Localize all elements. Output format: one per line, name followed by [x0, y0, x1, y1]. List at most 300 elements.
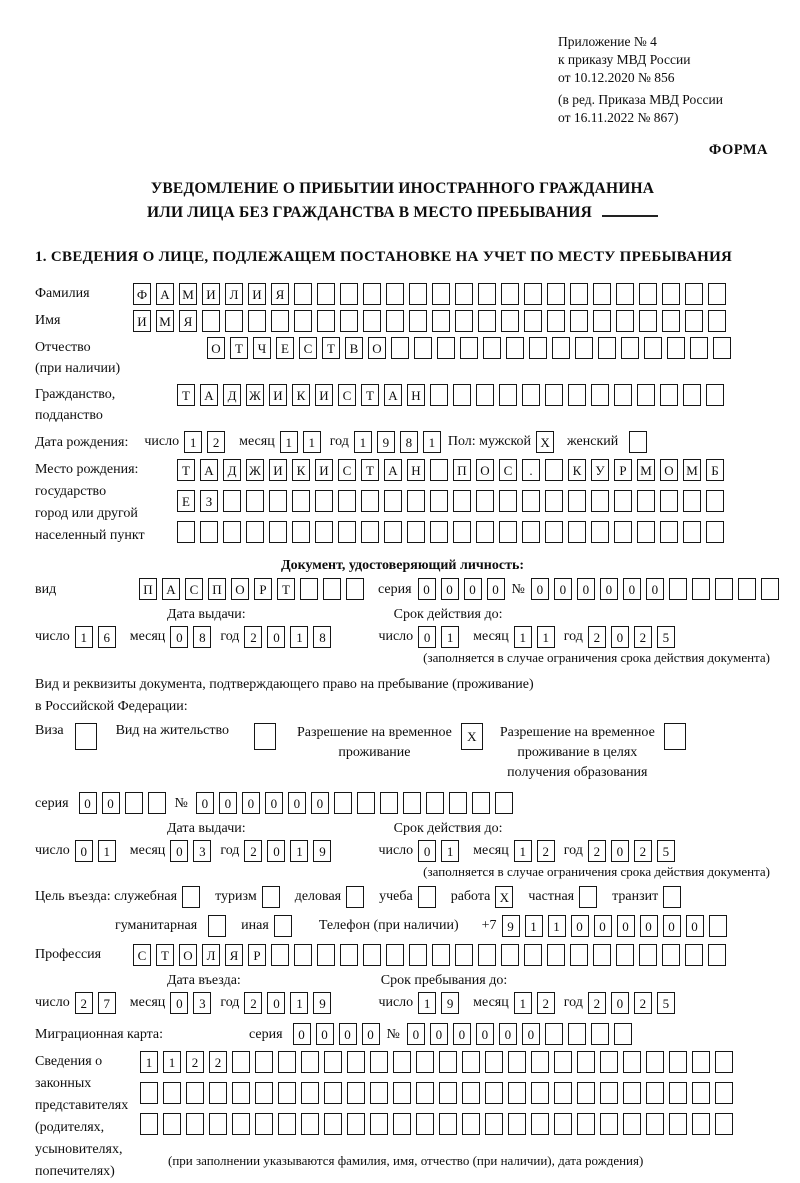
- char-box[interactable]: [692, 1051, 710, 1073]
- char-box[interactable]: [761, 578, 779, 600]
- char-box[interactable]: 0: [600, 578, 618, 600]
- visa-checkbox[interactable]: [66, 723, 102, 750]
- char-box[interactable]: [554, 1051, 572, 1073]
- char-box[interactable]: [577, 1082, 595, 1104]
- char-box[interactable]: [269, 490, 287, 512]
- char-box[interactable]: .: [522, 459, 540, 481]
- char-box[interactable]: И: [269, 384, 287, 406]
- char-box[interactable]: 0: [362, 1023, 380, 1045]
- char-box[interactable]: [223, 490, 241, 512]
- char-box[interactable]: [274, 915, 292, 937]
- char-box[interactable]: Л: [225, 283, 243, 305]
- char-box[interactable]: Я: [225, 944, 243, 966]
- char-box[interactable]: 0: [686, 915, 704, 937]
- char-box[interactable]: [662, 944, 680, 966]
- char-box[interactable]: [407, 521, 425, 543]
- entry-month-input[interactable]: [170, 992, 216, 1014]
- char-box[interactable]: [317, 310, 335, 332]
- char-box[interactable]: [629, 431, 647, 453]
- char-box[interactable]: 0: [464, 578, 482, 600]
- char-box[interactable]: 9: [377, 431, 395, 453]
- char-box[interactable]: [685, 944, 703, 966]
- char-box[interactable]: 1: [290, 992, 308, 1014]
- char-box[interactable]: [623, 1051, 641, 1073]
- char-box[interactable]: 0: [646, 578, 664, 600]
- char-box[interactable]: [125, 792, 143, 814]
- citizenship-input[interactable]: [177, 384, 729, 406]
- char-box[interactable]: 0: [430, 1023, 448, 1045]
- char-box[interactable]: [522, 490, 540, 512]
- char-box[interactable]: 5: [657, 992, 675, 1014]
- char-box[interactable]: [294, 944, 312, 966]
- char-box[interactable]: [255, 1051, 273, 1073]
- char-box[interactable]: [163, 1082, 181, 1104]
- char-box[interactable]: 0: [288, 792, 306, 814]
- char-box[interactable]: 2: [207, 431, 225, 453]
- char-box[interactable]: [386, 283, 404, 305]
- char-box[interactable]: [232, 1051, 250, 1073]
- doc-type-input[interactable]: [139, 578, 369, 600]
- char-box[interactable]: [621, 337, 639, 359]
- char-box[interactable]: [478, 310, 496, 332]
- doc-issue-year-input[interactable]: [244, 626, 336, 648]
- char-box[interactable]: [708, 310, 726, 332]
- birthplace-input-row1[interactable]: [177, 459, 729, 481]
- char-box[interactable]: [614, 521, 632, 543]
- char-box[interactable]: 0: [79, 792, 97, 814]
- char-box[interactable]: [460, 337, 478, 359]
- char-box[interactable]: И: [269, 459, 287, 481]
- char-box[interactable]: [300, 578, 318, 600]
- char-box[interactable]: [508, 1082, 526, 1104]
- char-box[interactable]: [476, 521, 494, 543]
- char-box[interactable]: [317, 944, 335, 966]
- char-box[interactable]: [271, 944, 289, 966]
- char-box[interactable]: [409, 310, 427, 332]
- char-box[interactable]: 0: [531, 578, 549, 600]
- char-box[interactable]: [75, 723, 97, 750]
- char-box[interactable]: [140, 1082, 158, 1104]
- char-box[interactable]: 8: [313, 626, 331, 648]
- char-box[interactable]: [462, 1113, 480, 1135]
- char-box[interactable]: 0: [242, 792, 260, 814]
- char-box[interactable]: [545, 384, 563, 406]
- char-box[interactable]: [545, 1023, 563, 1045]
- char-box[interactable]: [455, 310, 473, 332]
- char-box[interactable]: [386, 310, 404, 332]
- char-box[interactable]: [568, 1023, 586, 1045]
- char-box[interactable]: [524, 944, 542, 966]
- char-box[interactable]: К: [568, 459, 586, 481]
- char-box[interactable]: 2: [244, 992, 262, 1014]
- char-box[interactable]: [545, 521, 563, 543]
- char-box[interactable]: [317, 283, 335, 305]
- char-box[interactable]: [340, 283, 358, 305]
- char-box[interactable]: [346, 886, 364, 908]
- char-box[interactable]: [708, 283, 726, 305]
- char-box[interactable]: 8: [193, 626, 211, 648]
- char-box[interactable]: [660, 490, 678, 512]
- char-box[interactable]: [593, 310, 611, 332]
- char-box[interactable]: 0: [499, 1023, 517, 1045]
- char-box[interactable]: [380, 792, 398, 814]
- char-box[interactable]: [200, 521, 218, 543]
- char-box[interactable]: [163, 1113, 181, 1135]
- char-box[interactable]: 2: [634, 626, 652, 648]
- char-box[interactable]: [324, 1113, 342, 1135]
- char-box[interactable]: [660, 384, 678, 406]
- birth-day-input[interactable]: [184, 431, 230, 453]
- char-box[interactable]: [715, 578, 733, 600]
- char-box[interactable]: [416, 1051, 434, 1073]
- char-box[interactable]: [508, 1113, 526, 1135]
- char-box[interactable]: [202, 310, 220, 332]
- char-box[interactable]: X: [536, 431, 554, 453]
- char-box[interactable]: [278, 1051, 296, 1073]
- birthplace-input-row2[interactable]: [177, 490, 729, 512]
- char-box[interactable]: [616, 283, 634, 305]
- char-box[interactable]: [568, 384, 586, 406]
- char-box[interactable]: [501, 310, 519, 332]
- char-box[interactable]: 0: [339, 1023, 357, 1045]
- sex-female-checkbox[interactable]: [629, 431, 652, 453]
- purpose-other-checkbox[interactable]: [274, 915, 297, 937]
- char-box[interactable]: [616, 310, 634, 332]
- char-box[interactable]: 6: [98, 626, 116, 648]
- char-box[interactable]: У: [591, 459, 609, 481]
- char-box[interactable]: 0: [611, 992, 629, 1014]
- doc-series-input[interactable]: [418, 578, 510, 600]
- char-box[interactable]: [692, 1082, 710, 1104]
- char-box[interactable]: Я: [271, 283, 289, 305]
- char-box[interactable]: 0: [311, 792, 329, 814]
- char-box[interactable]: В: [345, 337, 363, 359]
- char-box[interactable]: 0: [522, 1023, 540, 1045]
- stay-month-input[interactable]: [514, 992, 560, 1014]
- char-box[interactable]: 2: [588, 626, 606, 648]
- char-box[interactable]: [591, 384, 609, 406]
- char-box[interactable]: Т: [361, 459, 379, 481]
- char-box[interactable]: [545, 459, 563, 481]
- char-box[interactable]: К: [292, 384, 310, 406]
- char-box[interactable]: [524, 310, 542, 332]
- char-box[interactable]: М: [683, 459, 701, 481]
- char-box[interactable]: [393, 1082, 411, 1104]
- char-box[interactable]: К: [292, 459, 310, 481]
- char-box[interactable]: [271, 310, 289, 332]
- birth-year-input[interactable]: [354, 431, 446, 453]
- char-box[interactable]: [334, 792, 352, 814]
- char-box[interactable]: [462, 1082, 480, 1104]
- char-box[interactable]: [363, 944, 381, 966]
- char-box[interactable]: Н: [407, 459, 425, 481]
- char-box[interactable]: [639, 944, 657, 966]
- char-box[interactable]: С: [185, 578, 203, 600]
- char-box[interactable]: Я: [179, 310, 197, 332]
- char-box[interactable]: 0: [453, 1023, 471, 1045]
- char-box[interactable]: Д: [223, 459, 241, 481]
- char-box[interactable]: [738, 578, 756, 600]
- char-box[interactable]: [579, 886, 597, 908]
- char-box[interactable]: [315, 521, 333, 543]
- char-box[interactable]: С: [338, 459, 356, 481]
- char-box[interactable]: [570, 310, 588, 332]
- char-box[interactable]: 9: [441, 992, 459, 1014]
- char-box[interactable]: [384, 490, 402, 512]
- char-box[interactable]: [685, 310, 703, 332]
- char-box[interactable]: [545, 490, 563, 512]
- char-box[interactable]: 5: [657, 840, 675, 862]
- doc-valid-month-input[interactable]: [514, 626, 560, 648]
- char-box[interactable]: [485, 1113, 503, 1135]
- char-box[interactable]: 1: [280, 431, 298, 453]
- surname-input[interactable]: [133, 283, 731, 305]
- stay-day-input[interactable]: [418, 992, 464, 1014]
- char-box[interactable]: [683, 384, 701, 406]
- char-box[interactable]: Ж: [246, 459, 264, 481]
- char-box[interactable]: [476, 490, 494, 512]
- char-box[interactable]: [432, 310, 450, 332]
- char-box[interactable]: [432, 283, 450, 305]
- char-box[interactable]: 2: [244, 626, 262, 648]
- char-box[interactable]: А: [162, 578, 180, 600]
- char-box[interactable]: [430, 459, 448, 481]
- char-box[interactable]: [593, 283, 611, 305]
- rvp-edu-checkbox[interactable]: [655, 723, 691, 750]
- char-box[interactable]: 0: [418, 578, 436, 600]
- char-box[interactable]: [393, 1113, 411, 1135]
- char-box[interactable]: [669, 578, 687, 600]
- purpose-business-checkbox[interactable]: [346, 886, 369, 908]
- char-box[interactable]: [439, 1113, 457, 1135]
- char-box[interactable]: [547, 283, 565, 305]
- char-box[interactable]: [255, 1113, 273, 1135]
- representatives-input-row1[interactable]: [140, 1051, 738, 1073]
- char-box[interactable]: 1: [75, 626, 93, 648]
- char-box[interactable]: 1: [548, 915, 566, 937]
- char-box[interactable]: [301, 1113, 319, 1135]
- char-box[interactable]: [690, 337, 708, 359]
- char-box[interactable]: 1: [140, 1051, 158, 1073]
- char-box[interactable]: С: [133, 944, 151, 966]
- permit-valid-month-input[interactable]: [514, 840, 560, 862]
- char-box[interactable]: [483, 337, 501, 359]
- char-box[interactable]: [531, 1082, 549, 1104]
- char-box[interactable]: О: [179, 944, 197, 966]
- char-box[interactable]: [391, 337, 409, 359]
- char-box[interactable]: [416, 1082, 434, 1104]
- char-box[interactable]: Д: [223, 384, 241, 406]
- char-box[interactable]: [669, 1051, 687, 1073]
- char-box[interactable]: 0: [640, 915, 658, 937]
- char-box[interactable]: [506, 337, 524, 359]
- char-box[interactable]: [478, 944, 496, 966]
- char-box[interactable]: [439, 1051, 457, 1073]
- char-box[interactable]: [223, 521, 241, 543]
- char-box[interactable]: 9: [313, 840, 331, 862]
- char-box[interactable]: С: [499, 459, 517, 481]
- char-box[interactable]: [524, 283, 542, 305]
- char-box[interactable]: [499, 521, 517, 543]
- char-box[interactable]: 0: [267, 626, 285, 648]
- char-box[interactable]: 0: [316, 1023, 334, 1045]
- char-box[interactable]: [547, 944, 565, 966]
- char-box[interactable]: [269, 521, 287, 543]
- representatives-input-row3[interactable]: [140, 1113, 738, 1135]
- char-box[interactable]: [414, 337, 432, 359]
- char-box[interactable]: М: [637, 459, 655, 481]
- char-box[interactable]: X: [495, 886, 513, 908]
- char-box[interactable]: [476, 384, 494, 406]
- char-box[interactable]: П: [139, 578, 157, 600]
- char-box[interactable]: [472, 792, 490, 814]
- char-box[interactable]: 2: [537, 992, 555, 1014]
- char-box[interactable]: И: [202, 283, 220, 305]
- char-box[interactable]: З: [200, 490, 218, 512]
- profession-input[interactable]: [133, 944, 731, 966]
- char-box[interactable]: [437, 337, 455, 359]
- char-box[interactable]: [637, 384, 655, 406]
- char-box[interactable]: М: [156, 310, 174, 332]
- char-box[interactable]: X: [461, 723, 483, 750]
- sex-male-checkbox[interactable]: [536, 431, 559, 453]
- char-box[interactable]: 1: [418, 992, 436, 1014]
- char-box[interactable]: Т: [322, 337, 340, 359]
- char-box[interactable]: 0: [102, 792, 120, 814]
- stay-year-input[interactable]: [588, 992, 680, 1014]
- char-box[interactable]: И: [248, 283, 266, 305]
- char-box[interactable]: [669, 1113, 687, 1135]
- doc-issue-day-input[interactable]: [75, 626, 121, 648]
- char-box[interactable]: [715, 1113, 733, 1135]
- phone-input[interactable]: [502, 915, 732, 937]
- char-box[interactable]: 1: [537, 626, 555, 648]
- char-box[interactable]: [499, 490, 517, 512]
- char-box[interactable]: 0: [267, 840, 285, 862]
- char-box[interactable]: [575, 337, 593, 359]
- char-box[interactable]: 0: [441, 578, 459, 600]
- char-box[interactable]: 1: [98, 840, 116, 862]
- char-box[interactable]: [209, 1113, 227, 1135]
- char-box[interactable]: О: [231, 578, 249, 600]
- char-box[interactable]: 0: [617, 915, 635, 937]
- char-box[interactable]: С: [299, 337, 317, 359]
- doc-valid-day-input[interactable]: [418, 626, 464, 648]
- entry-year-input[interactable]: [244, 992, 336, 1014]
- char-box[interactable]: [439, 1082, 457, 1104]
- char-box[interactable]: И: [133, 310, 151, 332]
- char-box[interactable]: О: [476, 459, 494, 481]
- char-box[interactable]: Ч: [253, 337, 271, 359]
- char-box[interactable]: [248, 310, 266, 332]
- char-box[interactable]: 1: [354, 431, 372, 453]
- char-box[interactable]: [148, 792, 166, 814]
- doc-valid-year-input[interactable]: [588, 626, 680, 648]
- char-box[interactable]: [485, 1051, 503, 1073]
- char-box[interactable]: Т: [361, 384, 379, 406]
- char-box[interactable]: 0: [476, 1023, 494, 1045]
- char-box[interactable]: И: [315, 459, 333, 481]
- char-box[interactable]: 2: [634, 992, 652, 1014]
- char-box[interactable]: [522, 521, 540, 543]
- char-box[interactable]: 5: [657, 626, 675, 648]
- char-box[interactable]: [593, 944, 611, 966]
- mcard-series-input[interactable]: [293, 1023, 385, 1045]
- char-box[interactable]: [338, 521, 356, 543]
- char-box[interactable]: Е: [177, 490, 195, 512]
- doc-issue-month-input[interactable]: [170, 626, 216, 648]
- char-box[interactable]: [591, 521, 609, 543]
- char-box[interactable]: [262, 886, 280, 908]
- char-box[interactable]: [664, 723, 686, 750]
- char-box[interactable]: С: [338, 384, 356, 406]
- char-box[interactable]: [426, 792, 444, 814]
- permit-issue-year-input[interactable]: [244, 840, 336, 862]
- char-box[interactable]: [708, 944, 726, 966]
- char-box[interactable]: [347, 1051, 365, 1073]
- char-box[interactable]: [432, 944, 450, 966]
- char-box[interactable]: [278, 1113, 296, 1135]
- char-box[interactable]: 0: [293, 1023, 311, 1045]
- char-box[interactable]: [347, 1082, 365, 1104]
- char-box[interactable]: А: [200, 384, 218, 406]
- char-box[interactable]: [683, 521, 701, 543]
- char-box[interactable]: [361, 521, 379, 543]
- char-box[interactable]: [554, 1082, 572, 1104]
- char-box[interactable]: [370, 1113, 388, 1135]
- purpose-private-checkbox[interactable]: [579, 886, 602, 908]
- char-box[interactable]: 7: [98, 992, 116, 1014]
- char-box[interactable]: 0: [219, 792, 237, 814]
- char-box[interactable]: Л: [202, 944, 220, 966]
- char-box[interactable]: [357, 792, 375, 814]
- char-box[interactable]: 2: [537, 840, 555, 862]
- char-box[interactable]: 0: [487, 578, 505, 600]
- char-box[interactable]: 1: [290, 626, 308, 648]
- char-box[interactable]: 0: [196, 792, 214, 814]
- rvp-checkbox[interactable]: [452, 723, 488, 750]
- char-box[interactable]: 1: [303, 431, 321, 453]
- char-box[interactable]: [278, 1082, 296, 1104]
- char-box[interactable]: 0: [170, 626, 188, 648]
- char-box[interactable]: [508, 1051, 526, 1073]
- char-box[interactable]: [577, 1113, 595, 1135]
- char-box[interactable]: [478, 283, 496, 305]
- char-box[interactable]: [600, 1113, 618, 1135]
- char-box[interactable]: [455, 944, 473, 966]
- char-box[interactable]: [225, 310, 243, 332]
- purpose-transit-checkbox[interactable]: [663, 886, 686, 908]
- char-box[interactable]: О: [660, 459, 678, 481]
- char-box[interactable]: [430, 490, 448, 512]
- char-box[interactable]: [713, 337, 731, 359]
- char-box[interactable]: [430, 521, 448, 543]
- char-box[interactable]: [669, 1082, 687, 1104]
- char-box[interactable]: [340, 310, 358, 332]
- char-box[interactable]: [255, 1082, 273, 1104]
- char-box[interactable]: [623, 1113, 641, 1135]
- char-box[interactable]: [639, 310, 657, 332]
- char-box[interactable]: [430, 384, 448, 406]
- char-box[interactable]: [485, 1082, 503, 1104]
- char-box[interactable]: [639, 283, 657, 305]
- char-box[interactable]: [692, 578, 710, 600]
- char-box[interactable]: 2: [75, 992, 93, 1014]
- char-box[interactable]: [646, 1051, 664, 1073]
- char-box[interactable]: Т: [156, 944, 174, 966]
- char-box[interactable]: 1: [514, 992, 532, 1014]
- char-box[interactable]: [453, 490, 471, 512]
